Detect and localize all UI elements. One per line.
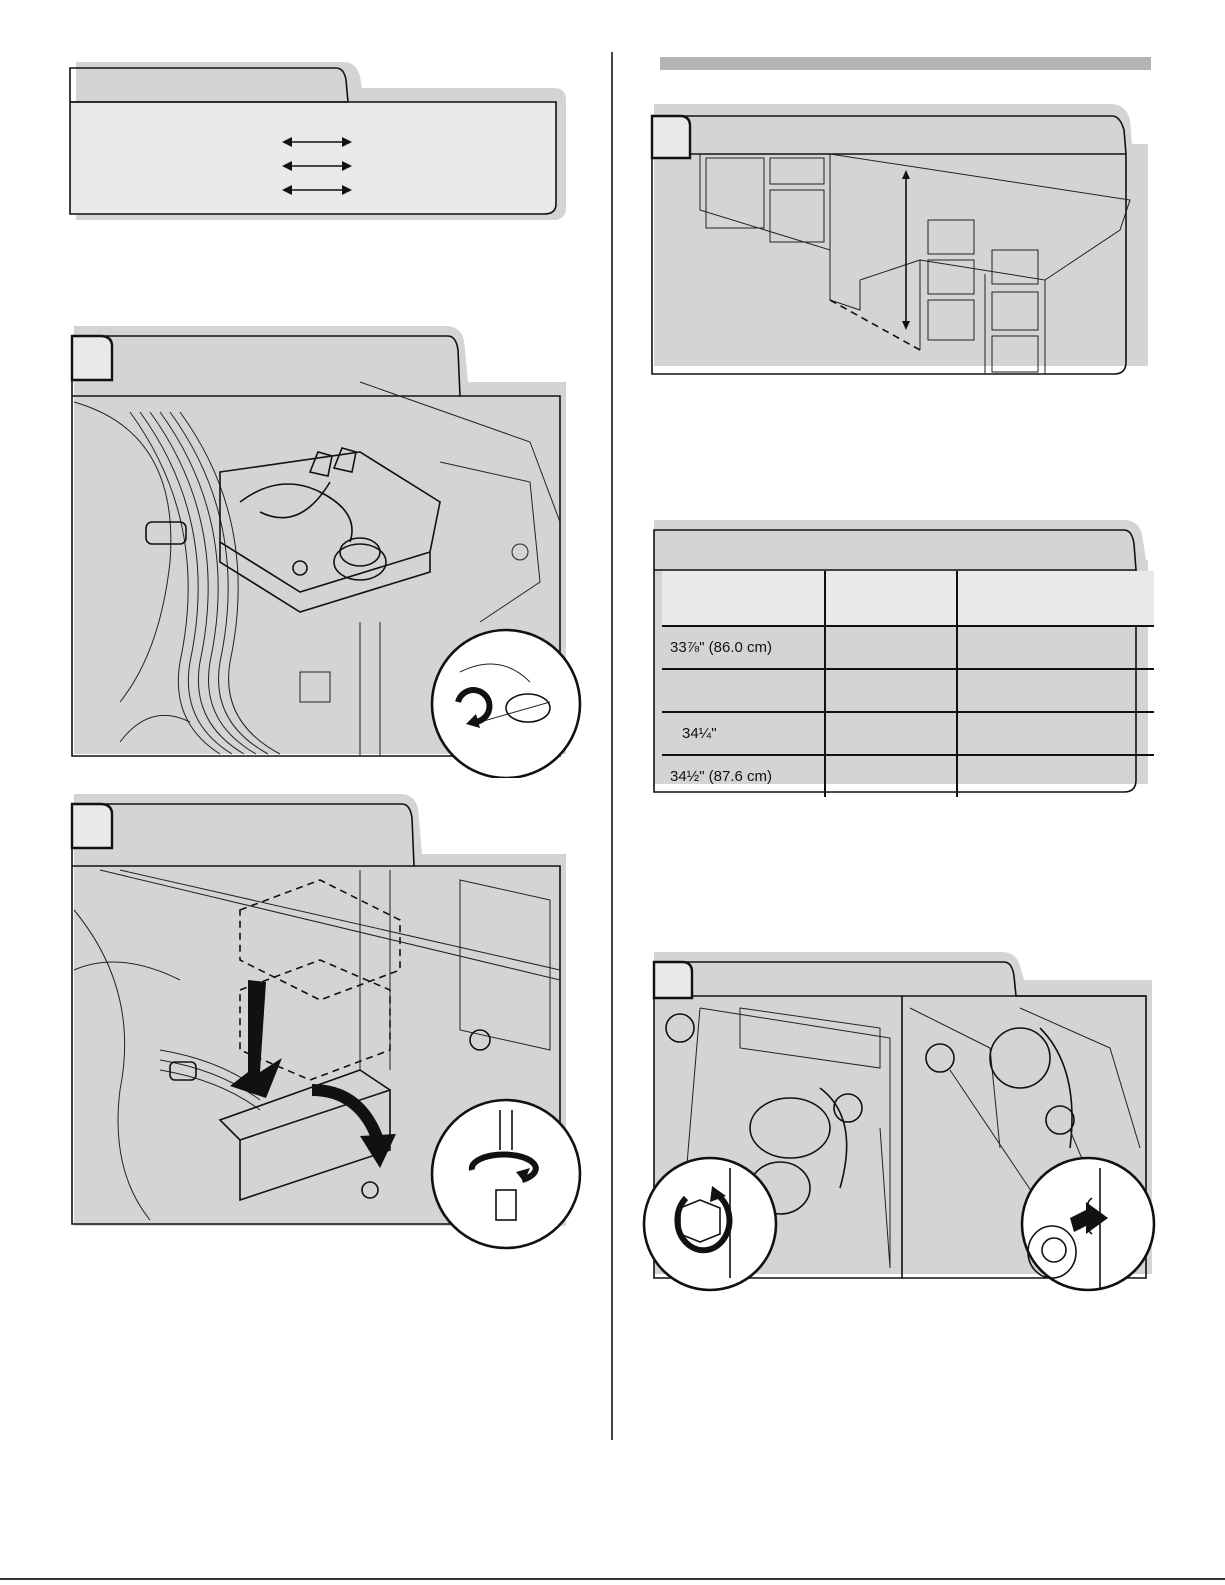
table-cell — [957, 712, 1154, 755]
section-header-bar — [660, 57, 1151, 70]
table-cell — [957, 755, 1154, 797]
table-row — [662, 626, 1154, 669]
table-row — [662, 755, 1154, 797]
range-info-box — [60, 58, 580, 228]
step-badge — [72, 804, 112, 848]
table-cell — [957, 626, 1154, 669]
height-table — [662, 571, 1154, 797]
table-cell — [825, 626, 957, 669]
table-cell — [662, 571, 825, 626]
step-badge — [652, 116, 690, 158]
figure-dishwasher-leveling — [640, 948, 1160, 1308]
table-cell: 34½" (87.6 cm) — [662, 755, 825, 797]
table-cell — [825, 712, 957, 755]
figure-wiring-junction-box — [60, 322, 590, 778]
table-cell: 34¼" — [662, 712, 825, 755]
table-cell — [957, 571, 1154, 626]
table-cell — [825, 669, 957, 712]
table-cell — [957, 669, 1154, 712]
table-cell — [825, 571, 957, 626]
zoom-detail-circle — [432, 1100, 580, 1248]
zoom-detail-circle-left — [644, 1158, 776, 1290]
figure-cabinet-opening — [640, 100, 1160, 390]
step-badge — [72, 336, 112, 380]
table-cell — [825, 755, 957, 797]
table-cell: 33⅞" (86.0 cm) — [662, 626, 825, 669]
zoom-detail-circle — [432, 630, 580, 778]
zoom-detail-circle-right — [1022, 1158, 1154, 1290]
table-row — [662, 712, 1154, 755]
table-row — [662, 571, 1154, 626]
table-cell — [662, 669, 825, 712]
step-badge — [654, 962, 692, 998]
figure-junction-box-cover — [60, 790, 590, 1250]
bottom-rule — [0, 1578, 1225, 1580]
column-divider — [611, 52, 613, 1440]
table-row — [662, 669, 1154, 712]
